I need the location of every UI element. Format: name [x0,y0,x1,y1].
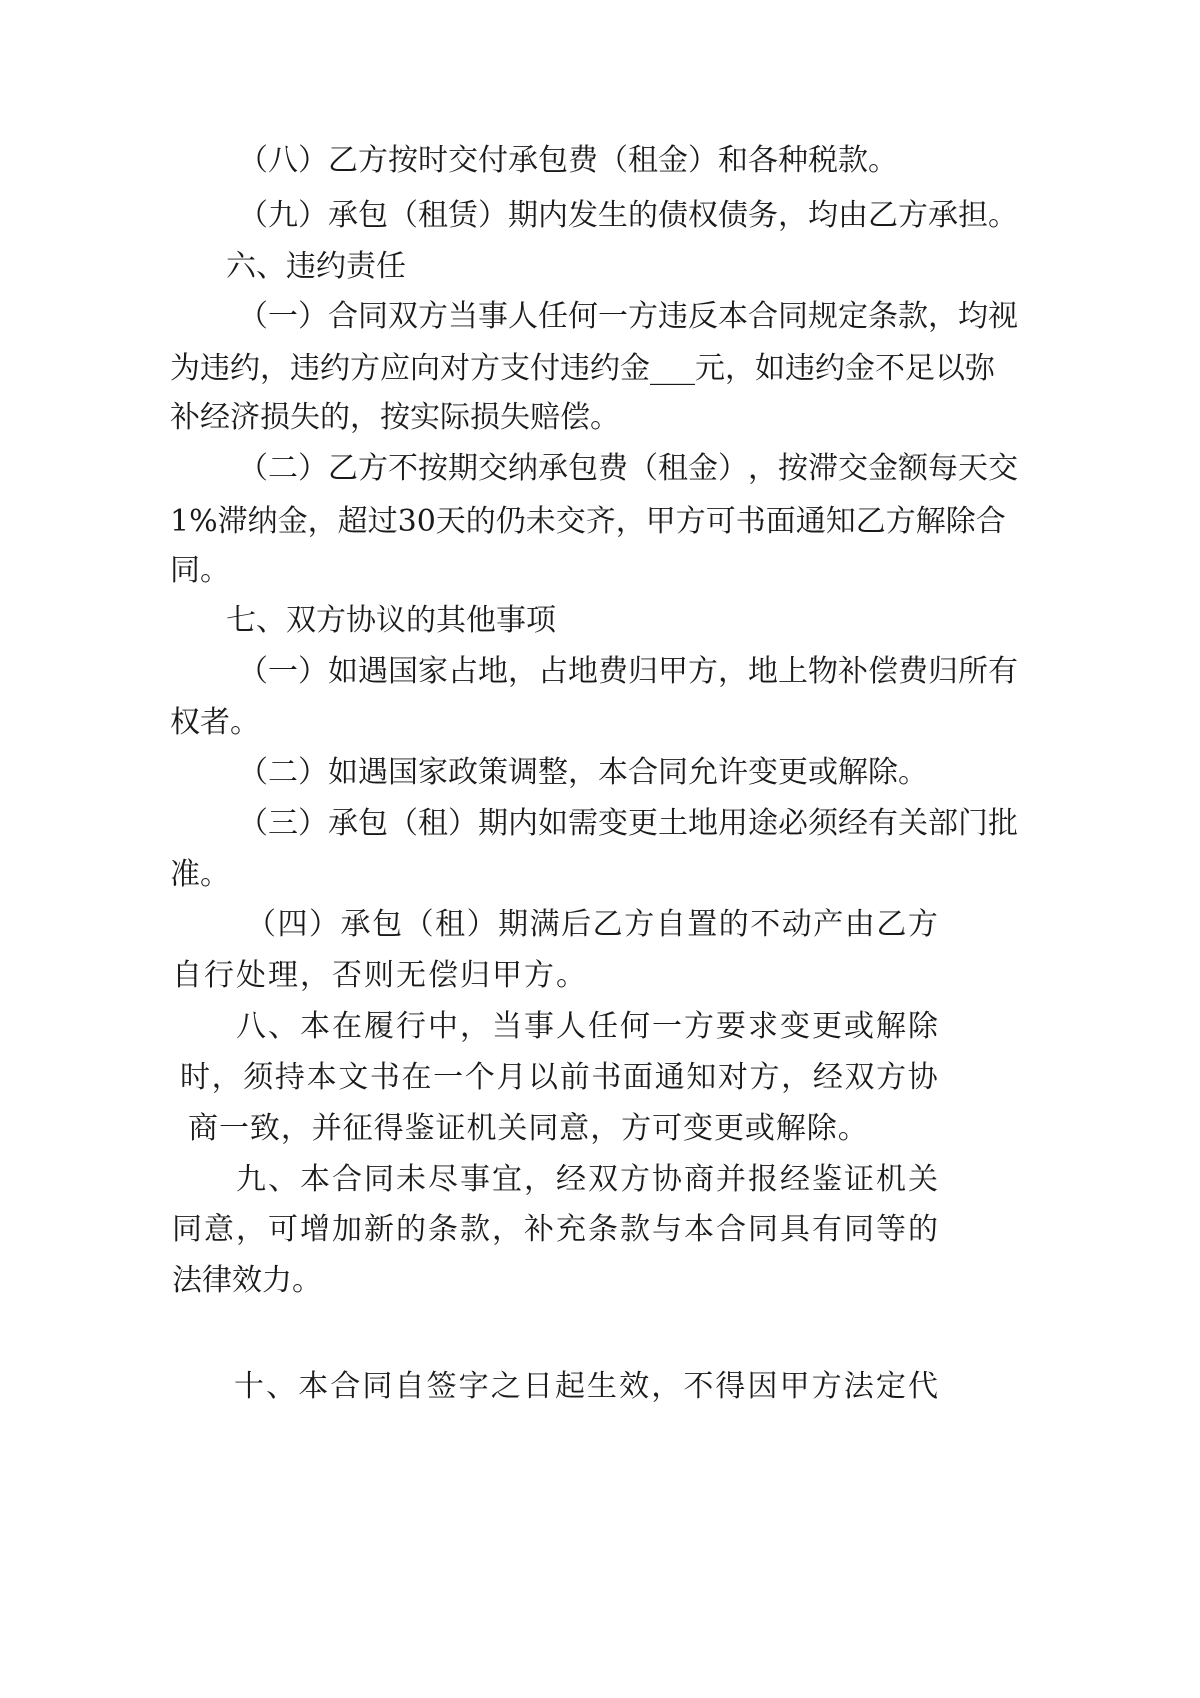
section-6-item-2-line-2: 1 % 滞 纳 金 ， 超 过 3 0 天 的 仍 未 交 齐 ， 甲 方 可 书 面 通 知 乙 方 解 除 合 [170,504,1006,539]
section-7-item-3-line-2: 准。 [170,857,230,892]
section-6-item-2-line-1: （ 二 ） 乙 方 不 按 期 交 纳 承 包 费 （ 租 金 ） ， 按 滞 交 金 额 每 天 交 [238,451,1018,486]
section-7-item-2-line: （二）如遇国家政策调整，本合同允许变更或解除。 [238,755,928,790]
section-7-item-1-line-1: （ 一 ） 如 遇 国 家 占 地 ， 占 地 费 归 甲 方 ， 地 上 物 补 偿 费 归 所 有 [238,654,1018,689]
section-7-heading: 七、双方协议的其他事项 [226,603,556,638]
section-8-line-3: 商 一 致 ， 并 征 得 鉴 证 机 关 同 意 ， 方 可 变 更 或 解 除 。 [188,1111,868,1146]
section-6-item-2-line-3: 同。 [170,553,230,588]
section-8-line-2: 时 ， 须 持 本 文 书 在 一 个 月 以 前 书 面 通 知 对 方 ， 经 双 方 协 [180,1060,938,1095]
clause-9-line: （九）承包（租赁）期内发生的债权债务，均由乙方承担。 [238,198,1018,233]
section-7-item-3-line-1: （ 三 ） 承 包 （ 租 ） 期 内 如 需 变 更 土 地 用 途 必 须 经 有 关 部 门 批 [238,806,1018,841]
section-8-line-1: 八 、 本 在 履 行 中 ， 当 事 人 任 何 一 方 要 求 变 更 或 解 除 [236,1009,938,1044]
section-6-item-1-line-2: 为 违 约 ， 违 约 方 应 向 对 方 支 付 违 约 金 _ _ _ 元 ， 如 违 约 金 不 足 以 弥 [170,351,995,386]
section-9-line-2: 同 意 ， 可 增 加 新 的 条 款 ， 补 充 条 款 与 本 合 同 具 有 同 等 的 [172,1212,938,1247]
section-9-line-1: 九 、 本 合 同 未 尽 事 宜 ， 经 双 方 协 商 并 报 经 鉴 证 机 关 [236,1162,938,1197]
section-7-item-4-line-2: 自 行 处 理 ， 否 则 无 偿 归 甲 方 。 [172,958,586,993]
clause-8-line: （八）乙方按时交付承包费（租金）和各种税款。 [238,143,898,178]
section-6-item-1-line-3: 补经济损失的，按实际损失赔偿。 [170,400,620,435]
section-7-item-4-line-1: （ 四 ） 承 包 （ 租 ） 期 满 后 乙 方 自 置 的 不 动 产 由 乙 方 [246,907,938,942]
section-9-line-3: 法 律 效 力 。 [172,1263,322,1298]
section-6-heading: 六、违约责任 [226,249,406,284]
section-10-line-1: 十 、 本 合 同 自 签 字 之 日 起 生 效 ， 不 得 因 甲 方 法 定 代 [234,1369,938,1404]
section-7-item-1-line-2: 权者。 [170,705,260,740]
section-6-item-1-line-1: （ 一 ） 合 同 双 方 当 事 人 任 何 一 方 违 反 本 合 同 规 定 条 款 ， 均 视 [238,299,1018,334]
